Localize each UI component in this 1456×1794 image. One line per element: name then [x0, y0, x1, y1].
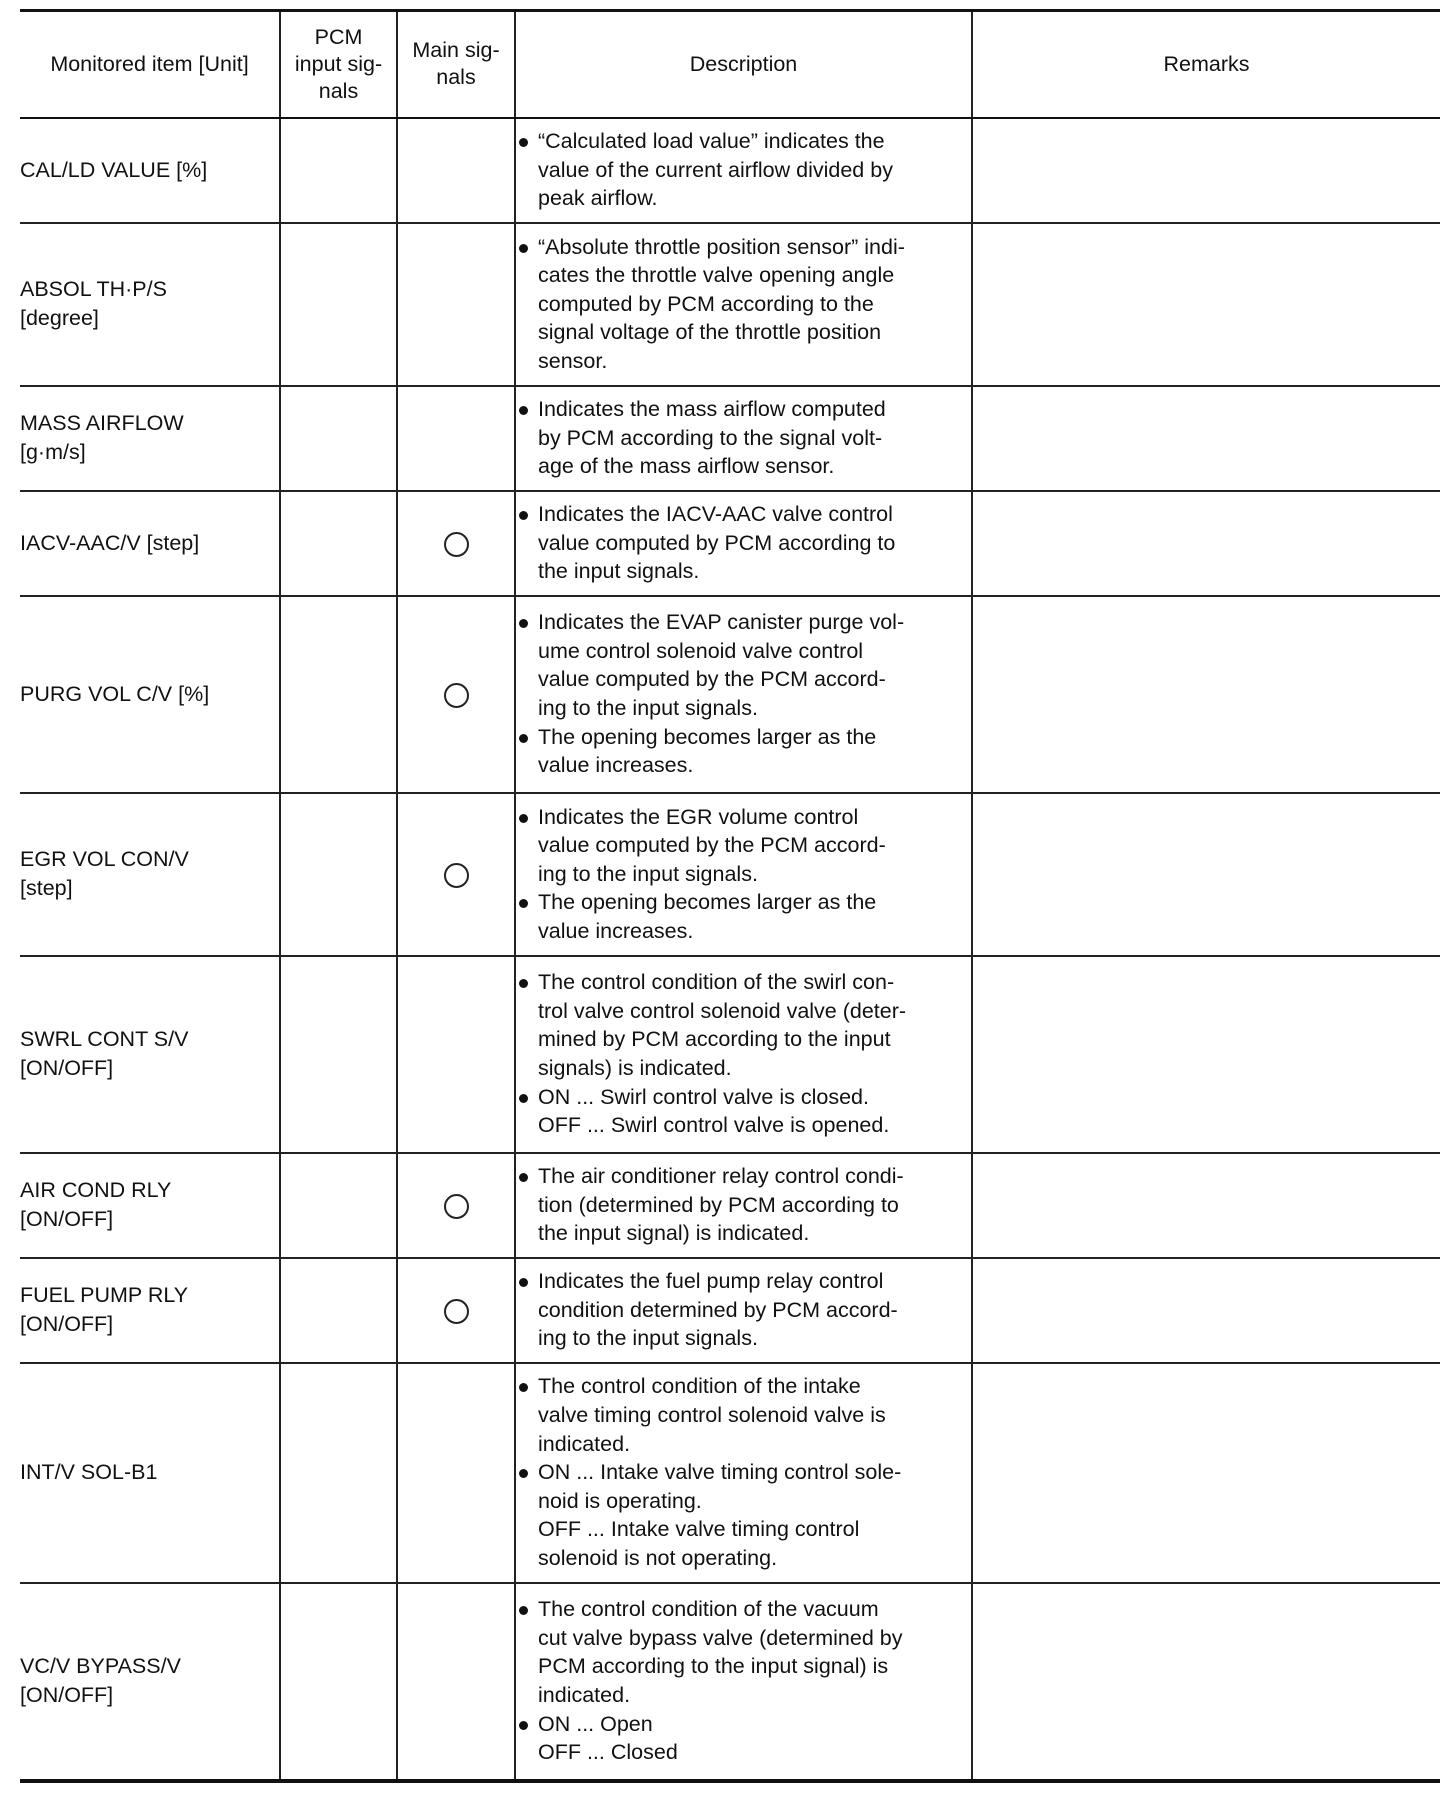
description-line: indicated. — [538, 1431, 631, 1456]
main-signal-circle-icon — [444, 1194, 469, 1219]
description-line: ume control solenoid valve control — [538, 638, 864, 663]
description-line: cut valve bypass valve (determined by — [538, 1625, 903, 1650]
description-line: Indicates the EGR volume control — [538, 804, 859, 829]
bullet-text — [538, 968, 971, 1082]
monitored-item-cell — [20, 1363, 280, 1583]
header-pcm-input-line: PCM — [314, 24, 363, 49]
main-signal-circle-icon — [444, 683, 469, 708]
description-line: value of the current airflow divided by — [538, 157, 893, 182]
description-line: value increases. — [538, 918, 694, 943]
bullet-text — [538, 500, 971, 586]
header-remarks: Remarks — [972, 11, 1440, 118]
table-row — [20, 386, 1440, 491]
description-bullet — [516, 395, 971, 481]
description-line: Indicates the IACV-AAC valve control — [538, 502, 893, 527]
main-signal-cell — [397, 1258, 515, 1363]
bullet-dot-icon — [516, 723, 538, 752]
remarks-cell — [972, 223, 1440, 386]
description-cell — [515, 793, 972, 956]
description-cell — [515, 596, 972, 793]
description-line: OFF ... Intake valve timing control — [538, 1517, 860, 1542]
description-bullet — [516, 723, 971, 780]
monitored-item-cell — [20, 223, 280, 386]
bullet-text — [538, 723, 971, 780]
description-line: age of the mass airflow sensor. — [538, 454, 835, 479]
bullet-dot-icon — [516, 888, 538, 917]
remarks-cell — [972, 1583, 1440, 1781]
bullet-dot-icon — [516, 803, 538, 832]
pcm-input-cell — [280, 1153, 397, 1258]
description-line: PCM according to the input signal) is — [538, 1654, 889, 1679]
monitored-item-cell — [20, 1258, 280, 1363]
main-signal-cell — [397, 596, 515, 793]
remarks-cell — [972, 1258, 1440, 1363]
bullet-text — [538, 1372, 971, 1458]
table-row — [20, 956, 1440, 1153]
main-signal-cell — [397, 1153, 515, 1258]
description-line: the input signal) is indicated. — [538, 1221, 810, 1246]
remarks-cell — [972, 386, 1440, 491]
description-line: Indicates the EVAP canister purge vol- — [538, 610, 905, 635]
header-description: Description — [515, 11, 972, 118]
description-line: ing to the input signals. — [538, 696, 758, 720]
description-line: The control condition of the swirl con- — [538, 970, 895, 995]
monitored-item-label: VC/V BYPASS/V — [20, 1654, 181, 1679]
description-cell — [515, 1583, 972, 1781]
description-line: value computed by PCM according to — [538, 530, 896, 555]
bullet-dot-icon — [516, 608, 538, 637]
remarks-cell — [972, 1363, 1440, 1583]
pcm-input-cell — [280, 491, 397, 596]
monitored-item-label: AIR COND RLY — [20, 1178, 172, 1203]
description-line: Indicates the fuel pump relay control — [538, 1269, 884, 1294]
description-line: ing to the input signals. — [538, 1326, 758, 1351]
description-line: noid is operating. — [538, 1488, 702, 1513]
pcm-input-cell — [280, 386, 397, 491]
description-cell — [515, 1153, 972, 1258]
monitored-item-cell — [20, 793, 280, 956]
bullet-text — [538, 127, 971, 213]
main-signal-circle-icon — [444, 863, 469, 888]
description-line: mined by PCM according to the input — [538, 1027, 891, 1052]
main-signal-cell — [397, 1363, 515, 1583]
description-line: Indicates the mass airflow computed — [538, 397, 886, 422]
monitored-item-label: [ON/OFF] — [20, 1056, 114, 1080]
bullet-dot-icon — [516, 127, 538, 156]
description-bullet — [516, 500, 971, 586]
monitored-item-cell — [20, 1583, 280, 1781]
monitored-item-label: CAL/LD VALUE [%] — [20, 157, 208, 182]
description-bullet — [516, 233, 971, 376]
bullet-dot-icon — [516, 395, 538, 424]
description-line: condition determined by PCM accord- — [538, 1297, 898, 1322]
bullet-text — [538, 1458, 971, 1572]
description-bullet — [516, 888, 971, 945]
description-bullet — [516, 1372, 971, 1458]
pcm-input-cell — [280, 223, 397, 386]
monitored-item-cell — [20, 491, 280, 596]
main-signal-cell — [397, 223, 515, 386]
description-line: value computed by the PCM accord- — [538, 667, 886, 692]
monitored-item-label: EGR VOL CON/V — [20, 847, 189, 872]
description-cell — [515, 386, 972, 491]
description-line: signal voltage of the throttle position — [538, 320, 882, 345]
description-bullet — [516, 1458, 971, 1572]
monitored-item-cell — [20, 596, 280, 793]
pcm-input-cell — [280, 1258, 397, 1363]
pcm-input-cell — [280, 596, 397, 793]
pcm-input-cell — [280, 956, 397, 1153]
description-cell — [515, 491, 972, 596]
pcm-input-cell — [280, 118, 397, 223]
monitored-item-cell — [20, 118, 280, 223]
pcm-input-cell — [280, 1583, 397, 1781]
table-row — [20, 1258, 1440, 1363]
bullet-text — [538, 608, 971, 722]
main-signal-circle-icon — [444, 1299, 469, 1324]
description-bullet — [516, 1083, 971, 1140]
monitored-item-label: INT/V SOL-B1 — [20, 1460, 158, 1485]
monitored-item-label: [ON/OFF] — [20, 1312, 114, 1336]
description-bullet — [516, 968, 971, 1082]
monitored-item-label: ABSOL TH·P/S — [20, 277, 167, 302]
monitored-item-label: [step] — [20, 876, 73, 900]
description-line: The control condition of the vacuum — [538, 1597, 879, 1622]
pcm-input-cell — [280, 793, 397, 956]
remarks-cell — [972, 118, 1440, 223]
description-line: the input signals. — [538, 559, 700, 584]
header-row — [20, 11, 1440, 118]
description-bullet — [516, 608, 971, 722]
bullet-dot-icon — [516, 1710, 538, 1739]
main-signal-cell — [397, 956, 515, 1153]
bullet-dot-icon — [516, 233, 538, 262]
header-main-line: Main sig- — [412, 38, 500, 63]
header-pcm-input-line: nals — [318, 78, 359, 103]
monitored-item-cell — [20, 386, 280, 491]
header-pcm-input-line: input sig- — [294, 51, 383, 76]
header-main-signals — [397, 11, 515, 118]
description-cell — [515, 956, 972, 1153]
description-line: sensor. — [538, 348, 608, 373]
table-row — [20, 1363, 1440, 1583]
description-line: OFF ... Swirl control valve is opened. — [538, 1113, 890, 1138]
bullet-dot-icon — [516, 1083, 538, 1112]
monitored-item-label: PURG VOL C/V [%] — [20, 681, 210, 706]
bullet-text — [538, 395, 971, 481]
description-bullet — [516, 1267, 971, 1353]
main-signal-cell — [397, 118, 515, 223]
header-pcm-input-signals — [280, 11, 397, 118]
main-signal-cell — [397, 491, 515, 596]
remarks-cell — [972, 491, 1440, 596]
description-line: “Absolute throttle position sensor” indi- — [538, 234, 905, 259]
monitored-item-label: [g·m/s] — [20, 440, 86, 464]
remarks-cell — [972, 793, 1440, 956]
description-line: OFF ... Closed — [538, 1740, 678, 1765]
description-bullet — [516, 1162, 971, 1248]
description-line: ON ... Open — [538, 1711, 653, 1736]
remarks-cell — [972, 956, 1440, 1153]
description-line: peak airflow. — [538, 186, 658, 211]
description-bullet — [516, 1595, 971, 1709]
description-cell — [515, 1258, 972, 1363]
description-cell — [515, 223, 972, 386]
description-line: value increases. — [538, 753, 694, 778]
table-row — [20, 1153, 1440, 1258]
description-line: The opening becomes larger as the — [538, 890, 877, 915]
description-line: The control condition of the intake — [538, 1374, 861, 1399]
remarks-cell — [972, 596, 1440, 793]
description-line: “Calculated load value” indicates the — [538, 129, 885, 154]
bullet-dot-icon — [516, 1595, 538, 1624]
table-row — [20, 223, 1440, 386]
table-body — [20, 118, 1440, 1781]
bullet-text — [538, 1595, 971, 1709]
monitored-item-label: SWRL CONT S/V — [20, 1027, 189, 1052]
description-line: by PCM according to the signal volt- — [538, 425, 883, 450]
description-line: value computed by the PCM accord- — [538, 833, 886, 858]
bullet-text — [538, 1162, 971, 1248]
table-row — [20, 596, 1440, 793]
monitored-item-label: MASS AIRFLOW — [20, 411, 184, 436]
description-line: ing to the input signals. — [538, 861, 758, 886]
description-line: tion (determined by PCM according to — [538, 1192, 899, 1217]
remarks-cell — [972, 1153, 1440, 1258]
bullet-text — [538, 1710, 971, 1767]
description-line: ON ... Swirl control valve is closed. — [538, 1084, 869, 1109]
table-row — [20, 1583, 1440, 1781]
monitored-item-label: [ON/OFF] — [20, 1207, 114, 1231]
monitored-items-table — [20, 9, 1440, 1783]
description-line: computed by PCM according to the — [538, 291, 874, 316]
main-signal-circle-icon — [444, 532, 469, 557]
main-signal-cell — [397, 1583, 515, 1781]
bullet-dot-icon — [516, 968, 538, 997]
description-line: The air conditioner relay control condi- — [538, 1164, 904, 1189]
table-row — [20, 793, 1440, 956]
description-line: indicated. — [538, 1683, 631, 1707]
bullet-dot-icon — [516, 500, 538, 529]
description-line: valve timing control solenoid valve is — [538, 1403, 886, 1428]
bullet-dot-icon — [516, 1162, 538, 1191]
bullet-text — [538, 888, 971, 945]
description-bullet — [516, 127, 971, 213]
table-row — [20, 118, 1440, 223]
bullet-text — [538, 1083, 971, 1140]
description-line: ON ... Intake valve timing control sole- — [538, 1460, 902, 1485]
bullet-dot-icon — [516, 1267, 538, 1296]
description-line: trol valve control solenoid valve (deter- — [538, 998, 907, 1023]
main-signal-cell — [397, 793, 515, 956]
pcm-input-cell — [280, 1363, 397, 1583]
bullet-text — [538, 803, 971, 889]
description-line: cates the throttle valve opening angle — [538, 263, 895, 288]
bullet-text — [538, 1267, 971, 1353]
description-line: solenoid is not operating. — [538, 1545, 778, 1570]
monitored-item-cell — [20, 1153, 280, 1258]
monitored-item-cell — [20, 956, 280, 1153]
description-line: The opening becomes larger as the — [538, 724, 877, 749]
bullet-dot-icon — [516, 1458, 538, 1487]
monitored-item-label: [degree] — [20, 306, 99, 330]
description-cell — [515, 1363, 972, 1583]
monitored-item-label: IACV-AAC/V [step] — [20, 530, 200, 555]
description-bullet — [516, 1710, 971, 1767]
header-monitored-item: Monitored item [Unit] — [20, 11, 280, 118]
monitored-item-label: FUEL PUMP RLY — [20, 1283, 189, 1308]
description-cell — [515, 118, 972, 223]
monitored-item-label: [ON/OFF] — [20, 1683, 114, 1707]
header-main-line: nals — [436, 65, 476, 90]
main-signal-cell — [397, 386, 515, 491]
description-bullet — [516, 803, 971, 889]
bullet-text — [538, 233, 971, 376]
description-line: signals) is indicated. — [538, 1056, 732, 1080]
bullet-dot-icon — [516, 1372, 538, 1401]
table-row — [20, 491, 1440, 596]
